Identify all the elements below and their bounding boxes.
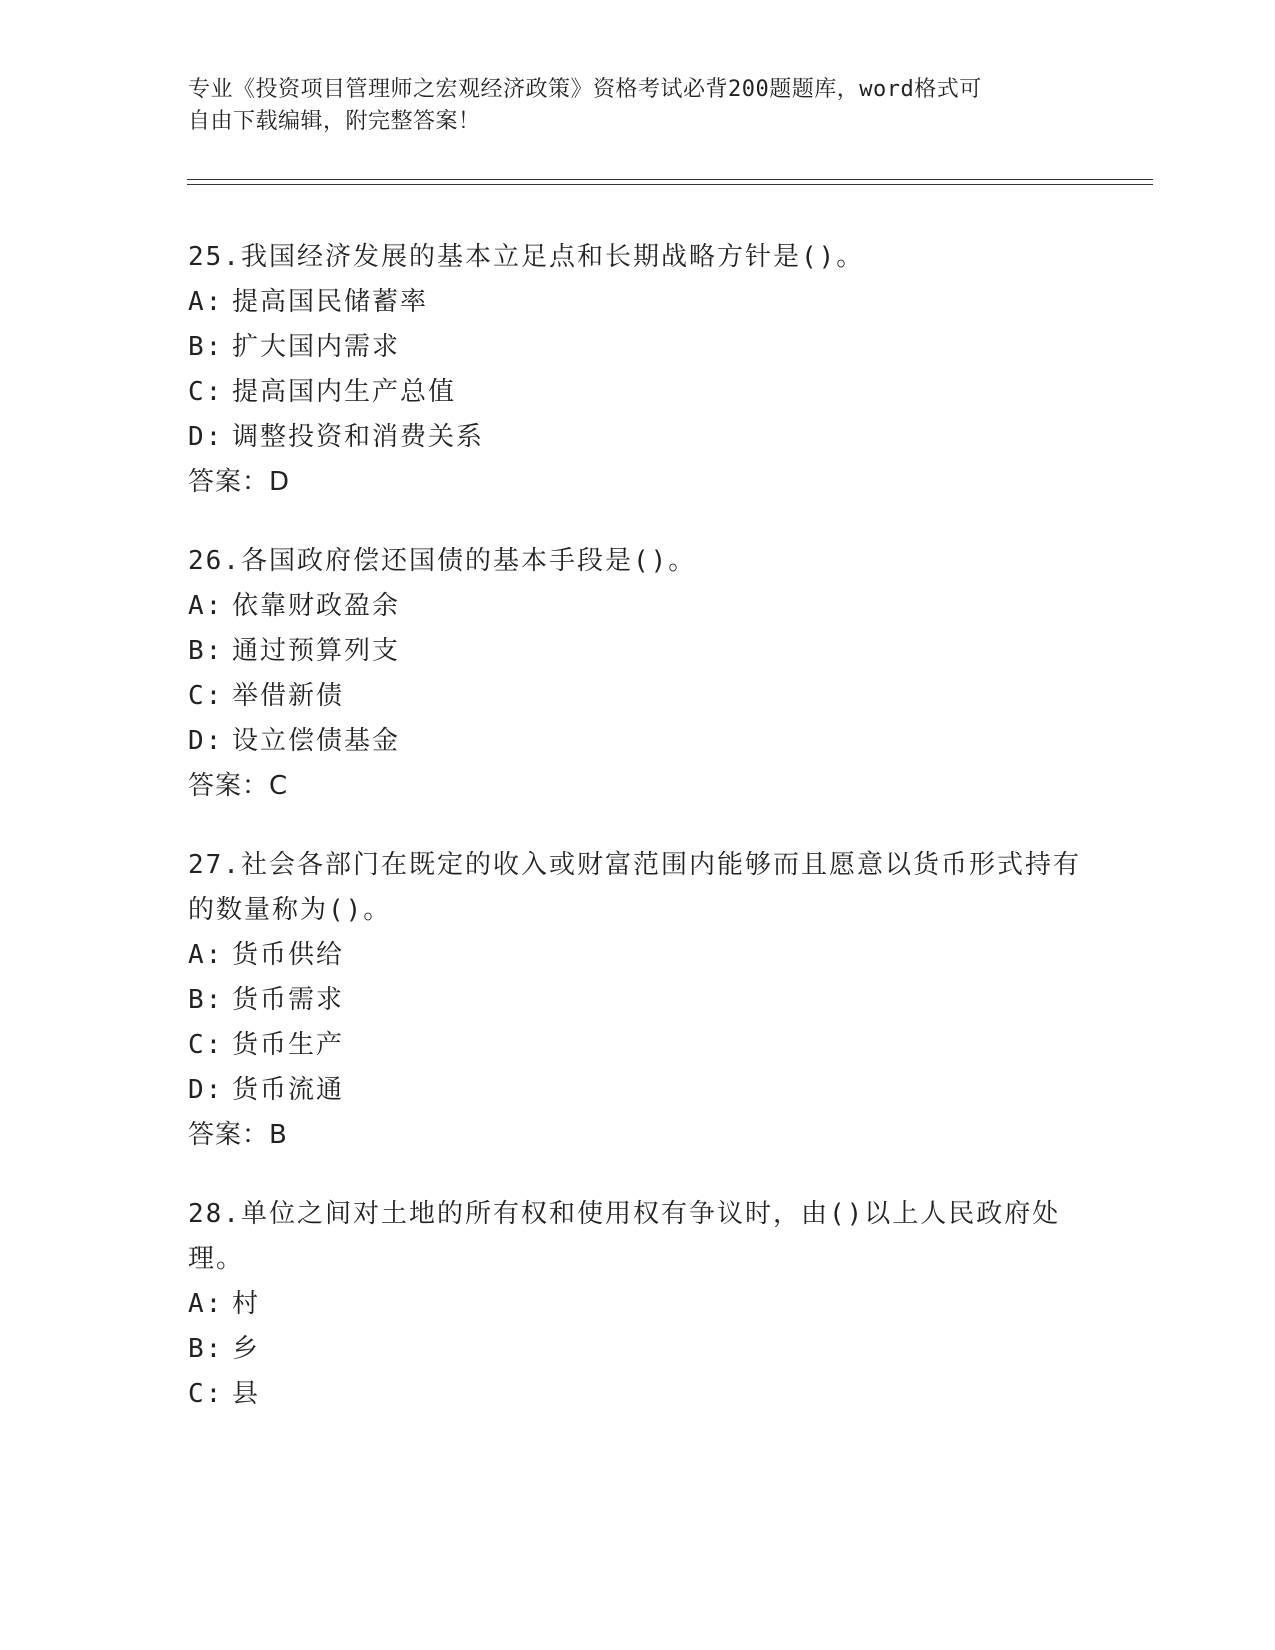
question-text: 28.单位之间对土地的所有权和使用权有争议时，由()以上人民政府处理。 — [188, 1199, 1061, 1274]
option-text: 提高国民储蓄率 — [232, 287, 429, 317]
option-b — [188, 629, 1088, 674]
option-text: 提高国内生产总值 — [232, 377, 457, 407]
option-letter: B: — [188, 332, 224, 362]
option-text: 村 — [232, 1289, 261, 1319]
option-c — [188, 674, 1088, 719]
question-26 — [188, 539, 1088, 809]
option-letter: A: — [188, 591, 224, 621]
answer-line — [188, 460, 1088, 505]
option-text: 货币供给 — [232, 940, 345, 970]
option-letter: D: — [188, 1075, 224, 1105]
option-a — [188, 933, 1088, 978]
option-d — [188, 415, 1088, 460]
option-text: 货币需求 — [232, 985, 345, 1015]
option-text: 设立偿债基金 — [232, 726, 401, 756]
header-divider-top — [187, 179, 1153, 180]
option-letter: B: — [188, 1334, 224, 1364]
option-letter: D: — [188, 422, 224, 452]
option-letter: C: — [188, 1030, 224, 1060]
document-header — [188, 74, 1068, 138]
answer-label: 答案： — [188, 771, 270, 801]
question-28 — [188, 1192, 1088, 1417]
question-text: 27.社会各部门在既定的收入或财富范围内能够而且愿意以货币形式持有的数量称为()。 — [188, 850, 1081, 925]
option-a — [188, 584, 1088, 629]
question-text: 25.我国经济发展的基本立足点和长期战略方针是()。 — [188, 242, 865, 272]
option-letter: C: — [188, 377, 224, 407]
answer-value: B — [269, 1120, 288, 1150]
answer-label: 答案： — [188, 467, 270, 497]
answer-value: C — [269, 771, 289, 801]
option-c — [188, 370, 1088, 415]
option-d — [188, 1068, 1088, 1113]
option-b — [188, 325, 1088, 370]
header-line-1: 专业《投资项目管理师之宏观经济政策》资格考试必背200题题库，word格式可 — [188, 77, 982, 102]
option-a — [188, 280, 1088, 325]
option-letter: D: — [188, 726, 224, 756]
answer-label: 答案： — [188, 1120, 270, 1150]
option-text: 调整投资和消费关系 — [232, 422, 485, 452]
question-25 — [188, 235, 1088, 505]
option-letter: B: — [188, 985, 224, 1015]
option-letter: C: — [188, 681, 224, 711]
option-text: 通过预算列支 — [232, 636, 401, 666]
option-letter: A: — [188, 940, 224, 970]
option-d — [188, 719, 1088, 764]
option-b — [188, 978, 1088, 1023]
header-divider-bottom — [187, 184, 1153, 185]
option-a — [188, 1282, 1088, 1327]
option-text: 依靠财政盈余 — [232, 591, 401, 621]
option-c — [188, 1023, 1088, 1068]
option-letter: A: — [188, 1289, 224, 1319]
option-letter: B: — [188, 636, 224, 666]
option-text: 货币生产 — [232, 1030, 345, 1060]
option-letter: C: — [188, 1379, 224, 1409]
answer-value: D — [269, 467, 291, 497]
option-b — [188, 1327, 1088, 1372]
answer-line — [188, 1113, 1088, 1158]
answer-line — [188, 764, 1088, 809]
question-list — [188, 235, 1088, 1451]
header-line-2: 自由下载编辑，附完整答案！ — [188, 109, 481, 134]
option-text: 货币流通 — [232, 1075, 345, 1105]
question-text: 26.各国政府偿还国债的基本手段是()。 — [188, 546, 697, 576]
question-27 — [188, 843, 1088, 1158]
option-text: 扩大国内需求 — [232, 332, 401, 362]
option-c — [188, 1372, 1088, 1417]
option-text: 县 — [232, 1379, 261, 1409]
option-text: 乡 — [232, 1334, 261, 1364]
option-text: 举借新债 — [232, 681, 345, 711]
option-letter: A: — [188, 287, 224, 317]
